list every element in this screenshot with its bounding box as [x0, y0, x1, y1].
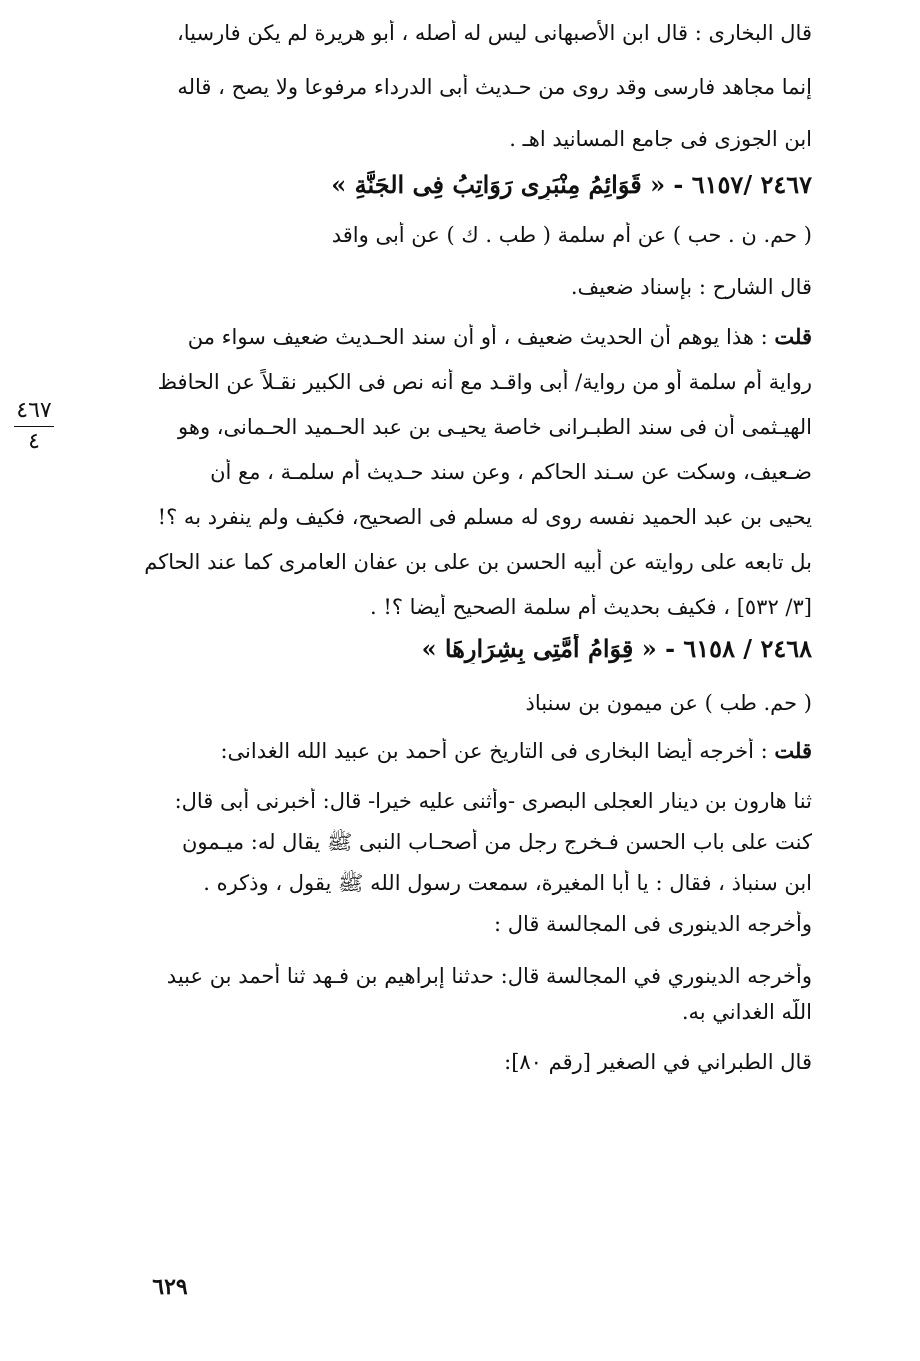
text-line: قال البخارى : قال ابن الأصبهانى ليس له أصله ، أبو هريرة لم يكن فارسيا،: [176, 21, 812, 45]
paragraph-sources-2: [92, 690, 812, 716]
text-line: ابن سنباذ ، فقال : يا أبا المغيرة، سمعت رسول الله ﷺ يقول ، وذكره .: [203, 871, 812, 895]
text-line: الهيـثمى أن فى سند الطبـرانى خاصة يحيـى بن عبد الحـميد الحـمانى، وهو: [178, 415, 812, 439]
hadith-heading-2467: ٢٤٦٧ /٦١٥٧ - « قَوَائِمُ مِنْبَرِى رَوَاتِبُ فِى الجَنَّةِ »: [331, 170, 812, 199]
qultu-lead: قلت: [774, 738, 812, 763]
paragraph-qultu-2: [92, 738, 812, 764]
margin-note-top: ٤٦٧: [16, 398, 52, 423]
margin-volume-note: [8, 398, 60, 455]
text-line: ضـعيف، وسكت عن سـند الحاكم ، وعن سند حـديث أم سلمـة ، مع أن: [210, 460, 812, 484]
text-line: وأخرجه الدينورى فى المجالسة قال :: [493, 912, 812, 936]
text-line: يحيى بن عبد الحميد نفسه روى له مسلم فى الصحيح، فكيف ولم ينفرد به ؟!: [157, 505, 812, 529]
text-line: [٣/ ٥٣٢] ، فكيف بحديث أم سلمة الصحيح أيضا ؟! .: [370, 595, 812, 619]
qultu-lead: قلت: [774, 324, 812, 349]
paragraph-dinawari: [92, 963, 812, 1025]
hadith-heading-2468: ٢٤٦٨ / ٦١٥٨ - « قِوَامُ أُمَّتِى بِشِرَارِهَا »: [421, 634, 812, 663]
margin-note-bottom: ٤: [28, 429, 40, 454]
main-text-column: [92, 10, 812, 1075]
text-line: ابن الجوزى فى جامع المسانيد اهـ .: [509, 127, 812, 151]
text-line: قلت : هذا يوهم أن الحديث ضعيف ، أو أن سند الحـديث ضعيف سواء من: [187, 324, 812, 349]
text-line: قال الطبراني في الصغير [رقم ٨٠]:: [504, 1050, 812, 1074]
margin-note-rule: [14, 426, 54, 427]
text-line: إنما مجاهد فارسى وقد روى من حـديث أبى الدرداء مرفوعا ولا يصح ، قاله: [177, 75, 812, 99]
text-line: رواية أم سلمة أو من رواية/ أبى واقـد مع أنه نص فى الكبير نقـلاً عن الحافظ: [157, 370, 812, 394]
text-line: ثنا هارون بن دينار العجلى البصرى -وأثنى عليه خيرا- قال: أخبرنى أبى قال:: [174, 789, 812, 813]
text-line: ( حم. طب ) عن ميمون بن سنباذ: [525, 691, 812, 715]
paragraph-isnad: [92, 788, 812, 937]
text-line: قال الشارح : بإسناد ضعيف.: [570, 275, 812, 299]
paragraph-bukhari: [92, 20, 812, 152]
page-number: ٦٢٩: [152, 1274, 188, 1300]
text-line: ( حم. ن . حب ) عن أم سلمة ( طب . ك ) عن أبى واقد: [331, 223, 812, 247]
text-line: كنت على باب الحسن فـخرج رجل من أصحـاب النبى ﷺ يقال له: ميـمون: [181, 830, 812, 854]
paragraph-tabarani: [92, 1049, 812, 1075]
paragraph-sharih: [92, 274, 812, 300]
text-line: بل تابعه على روايته عن أبيه الحسن بن على بن عفان العامرى كما عند الحاكم: [144, 550, 812, 574]
text-line: قلت : أخرجه أيضا البخارى فى التاريخ عن أحمد بن عبيد الله الغدانى:: [220, 738, 812, 763]
paragraph-qultu-1: [92, 324, 812, 620]
text-line: وأخرجه الدينوري في المجالسة قال: حدثنا إبراهيم بن فـهد ثنا أحمد بن عبيد: [166, 964, 812, 988]
text-line: اللَّه الغداني به.: [681, 1000, 812, 1024]
paragraph-sources: [92, 222, 812, 248]
